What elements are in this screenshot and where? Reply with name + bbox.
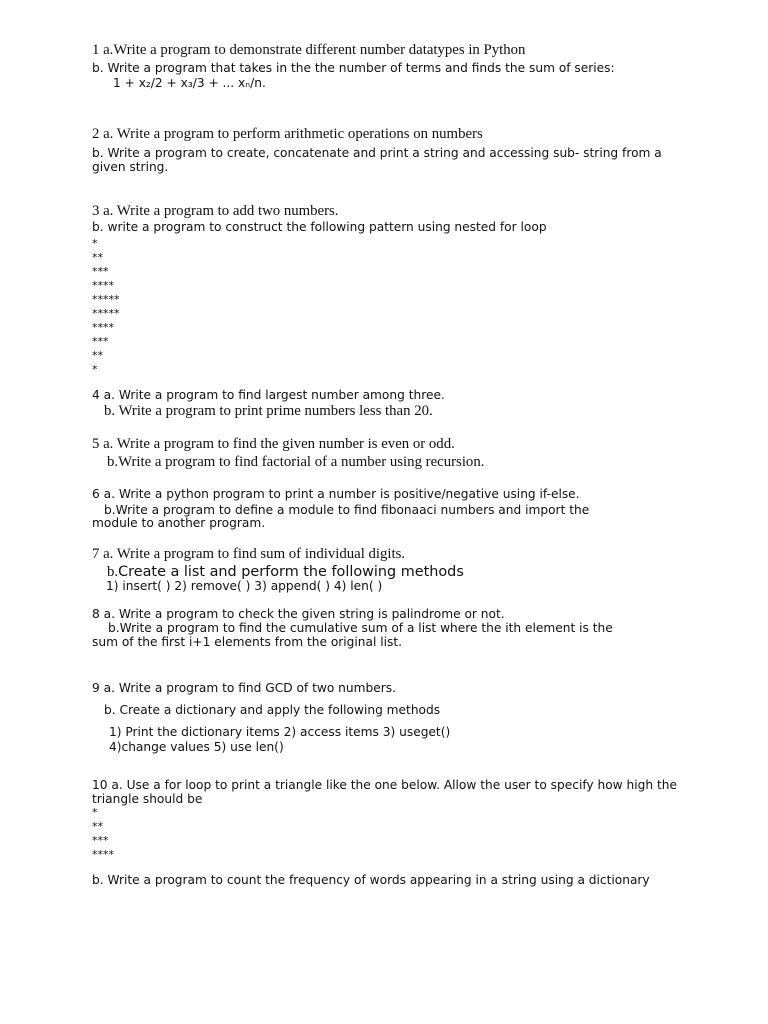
q9-methods-line1: 1) Print the dictionary items 2) access items 3) useget() [109, 725, 451, 739]
q1-series-text: 1 + x₂/2 + x₃/3 + ... xₙ/n. [113, 76, 266, 90]
pattern-line: ***** [92, 307, 120, 320]
pattern-line: * [92, 237, 98, 250]
pattern-line: **** [92, 321, 114, 334]
q5-a-text: 5 a. Write a program to find the given number is even or odd. [92, 436, 455, 452]
q7-a-text: 7 a. Write a program to find sum of individual digits. [92, 546, 406, 562]
q1-b-text: b. Write a program that takes in the the number of terms and finds the sum of series: [92, 61, 615, 75]
q2-b-text: b. Write a program to create, concatenate and print a string and accessing sub- string from a given string. [92, 146, 662, 174]
q10-a-text: 10 a. Use a for loop to print a triangle like the one below. Allow the user to specify how high the triangle should be [92, 778, 677, 806]
q7-b-line [107, 564, 464, 580]
q9-a-text: 9 a. Write a program to find GCD of two numbers. [92, 681, 396, 695]
q6-b-line2: module to another program. [92, 516, 266, 530]
pattern-line: *** [92, 265, 109, 278]
q7-b-text: Create a list and perform the following methods [118, 564, 464, 580]
pattern-line: ** [92, 349, 103, 362]
pattern-line: *** [92, 335, 109, 348]
q7-b-prefix: b. [107, 564, 119, 580]
pattern-line: ***** [92, 293, 120, 306]
q4-b-text: b. Write a program to print prime numbers less than 20. [104, 403, 433, 419]
q5-b-text: b.Write a program to find factorial of a number using recursion. [107, 454, 485, 470]
q10-b-text: b. Write a program to count the frequency of words appearing in a string using a dictionary [92, 873, 650, 887]
pattern-line: **** [92, 279, 114, 292]
pattern-line: ** [92, 251, 103, 264]
pattern-line: ** [92, 820, 103, 833]
q2-a-text: 2 a. Write a program to perform arithmetic operations on numbers [92, 126, 483, 142]
pattern-line: * [92, 363, 98, 376]
q8-b-line2: sum of the first i+1 elements from the original list. [92, 635, 403, 649]
q3-a-text: 3 a. Write a program to add two numbers. [92, 203, 339, 219]
q6-a-text: 6 a. Write a python program to print a number is positive/negative using if-else. [92, 487, 580, 501]
q1-a-text: 1 a.Write a program to demonstrate different number datatypes in Python [92, 42, 526, 58]
q9-b-text: b. Create a dictionary and apply the following methods [104, 703, 441, 717]
q8-a-text: 8 a. Write a program to check the given string is palindrome or not. [92, 607, 505, 621]
q6-b-line1: b.Write a program to define a module to find fibonaaci numbers and import the [104, 503, 590, 517]
pattern-line: *** [92, 834, 109, 847]
pattern-line: **** [92, 848, 114, 861]
q9-methods-line2: 4)change values 5) use len() [109, 740, 284, 754]
q8-b-line1: b.Write a program to find the cumulative sum of a list where the ith element is the [108, 621, 613, 635]
q4-a-text: 4 a. Write a program to find largest number among three. [92, 388, 445, 402]
q7-methods-text: 1) insert( ) 2) remove( ) 3) append( ) 4) len( ) [106, 579, 383, 593]
pattern-line: * [92, 806, 98, 819]
q3-b-text: b. write a program to construct the following pattern using nested for loop [92, 220, 547, 234]
